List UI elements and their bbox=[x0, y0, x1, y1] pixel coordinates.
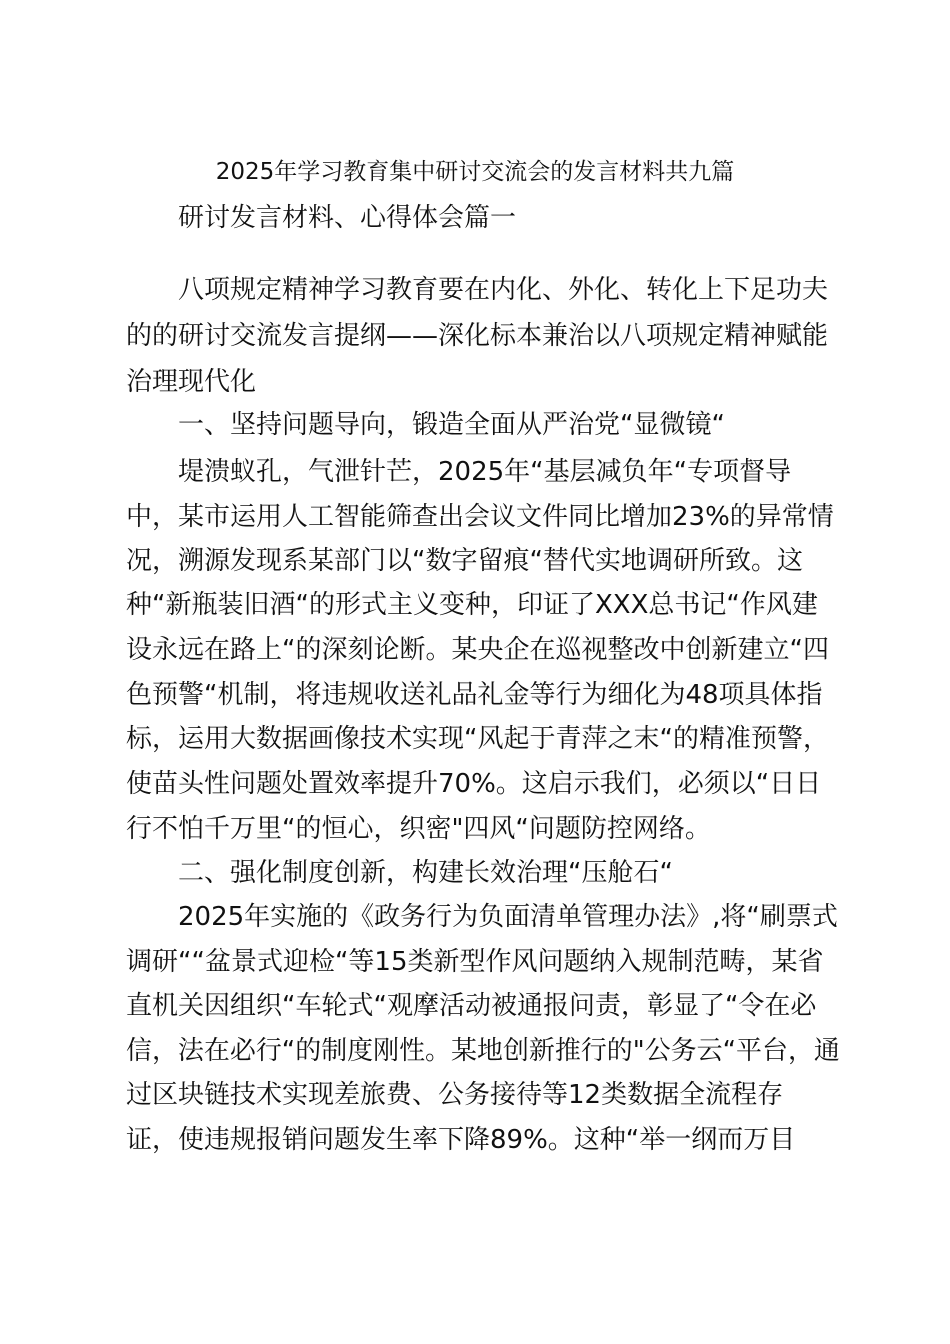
paragraph-line: 中，某市运用人工智能筛查出会议文件同比增加23%的异常情 bbox=[126, 502, 834, 532]
paragraph-line: 证，使违规报销问题发生率下降89%。这种“举一纲而万目 bbox=[126, 1125, 796, 1155]
paragraph-line: 行不怕千万里“的恒心，织密"四风“问题防控网络。 bbox=[126, 814, 711, 844]
paragraph-line: 设永远在路上“的深刻论断。某央企在巡视整改中创新建立“四 bbox=[126, 635, 829, 665]
article-title-line: 的的研讨交流发言提纲——深化标本兼治以八项规定精神赋能 bbox=[126, 321, 829, 351]
paragraph-line: 2025年实施的《政务行为负面清单管理办法》,将“刷票式 bbox=[178, 902, 838, 932]
subheading: 一、坚持问题导向，锻造全面从严治党“显微镜“ bbox=[178, 410, 725, 440]
paragraph-line: 堤溃蚁孔，气泄针芒，2025年“基层减负年“专项督导 bbox=[178, 457, 792, 487]
paragraph-line: 直机关因组织“车轮式“观摩活动被通报问责，彰显了“令在必 bbox=[126, 991, 817, 1021]
article-title-line: 八项规定精神学习教育要在内化、外化、转化上下足功夫 bbox=[178, 275, 829, 305]
subheading: 二、强化制度创新，构建长效治理“压舱石“ bbox=[178, 858, 673, 888]
section-heading: 研讨发言材料、心得体会篇一 bbox=[178, 203, 517, 233]
paragraph-line: 过区块链技术实现差旅费、公务接待等12类数据全流程存 bbox=[126, 1080, 784, 1110]
paragraph-line: 色预警“机制，将违规收送礼品礼金等行为细化为48项具体指 bbox=[126, 680, 823, 710]
paragraph-line: 调研““盆景式迎检“等15类新型作风问题纳入规制范畴，某省 bbox=[126, 947, 824, 977]
paragraph-line: 标，运用大数据画像技术实现“风起于青萍之末“的精准预警， bbox=[126, 724, 829, 754]
paragraph-line: 信，法在必行“的制度刚性。某地创新推行的"公务云“平台，通 bbox=[126, 1036, 840, 1066]
paragraph-line: 使苗头性问题处置效率提升70%。这启示我们，必须以“日日 bbox=[126, 769, 822, 799]
article-title-line: 治理现代化 bbox=[126, 367, 257, 397]
paragraph-line: 种“新瓶装旧酒“的形式主义变种，印证了XXX总书记“作风建 bbox=[126, 590, 818, 620]
paragraph-line: 况，溯源发现系某部门以“数字留痕“替代实地调研所致。这 bbox=[126, 546, 803, 576]
document-title: 2025年学习教育集中研讨交流会的发言材料共九篇 bbox=[215, 159, 735, 185]
